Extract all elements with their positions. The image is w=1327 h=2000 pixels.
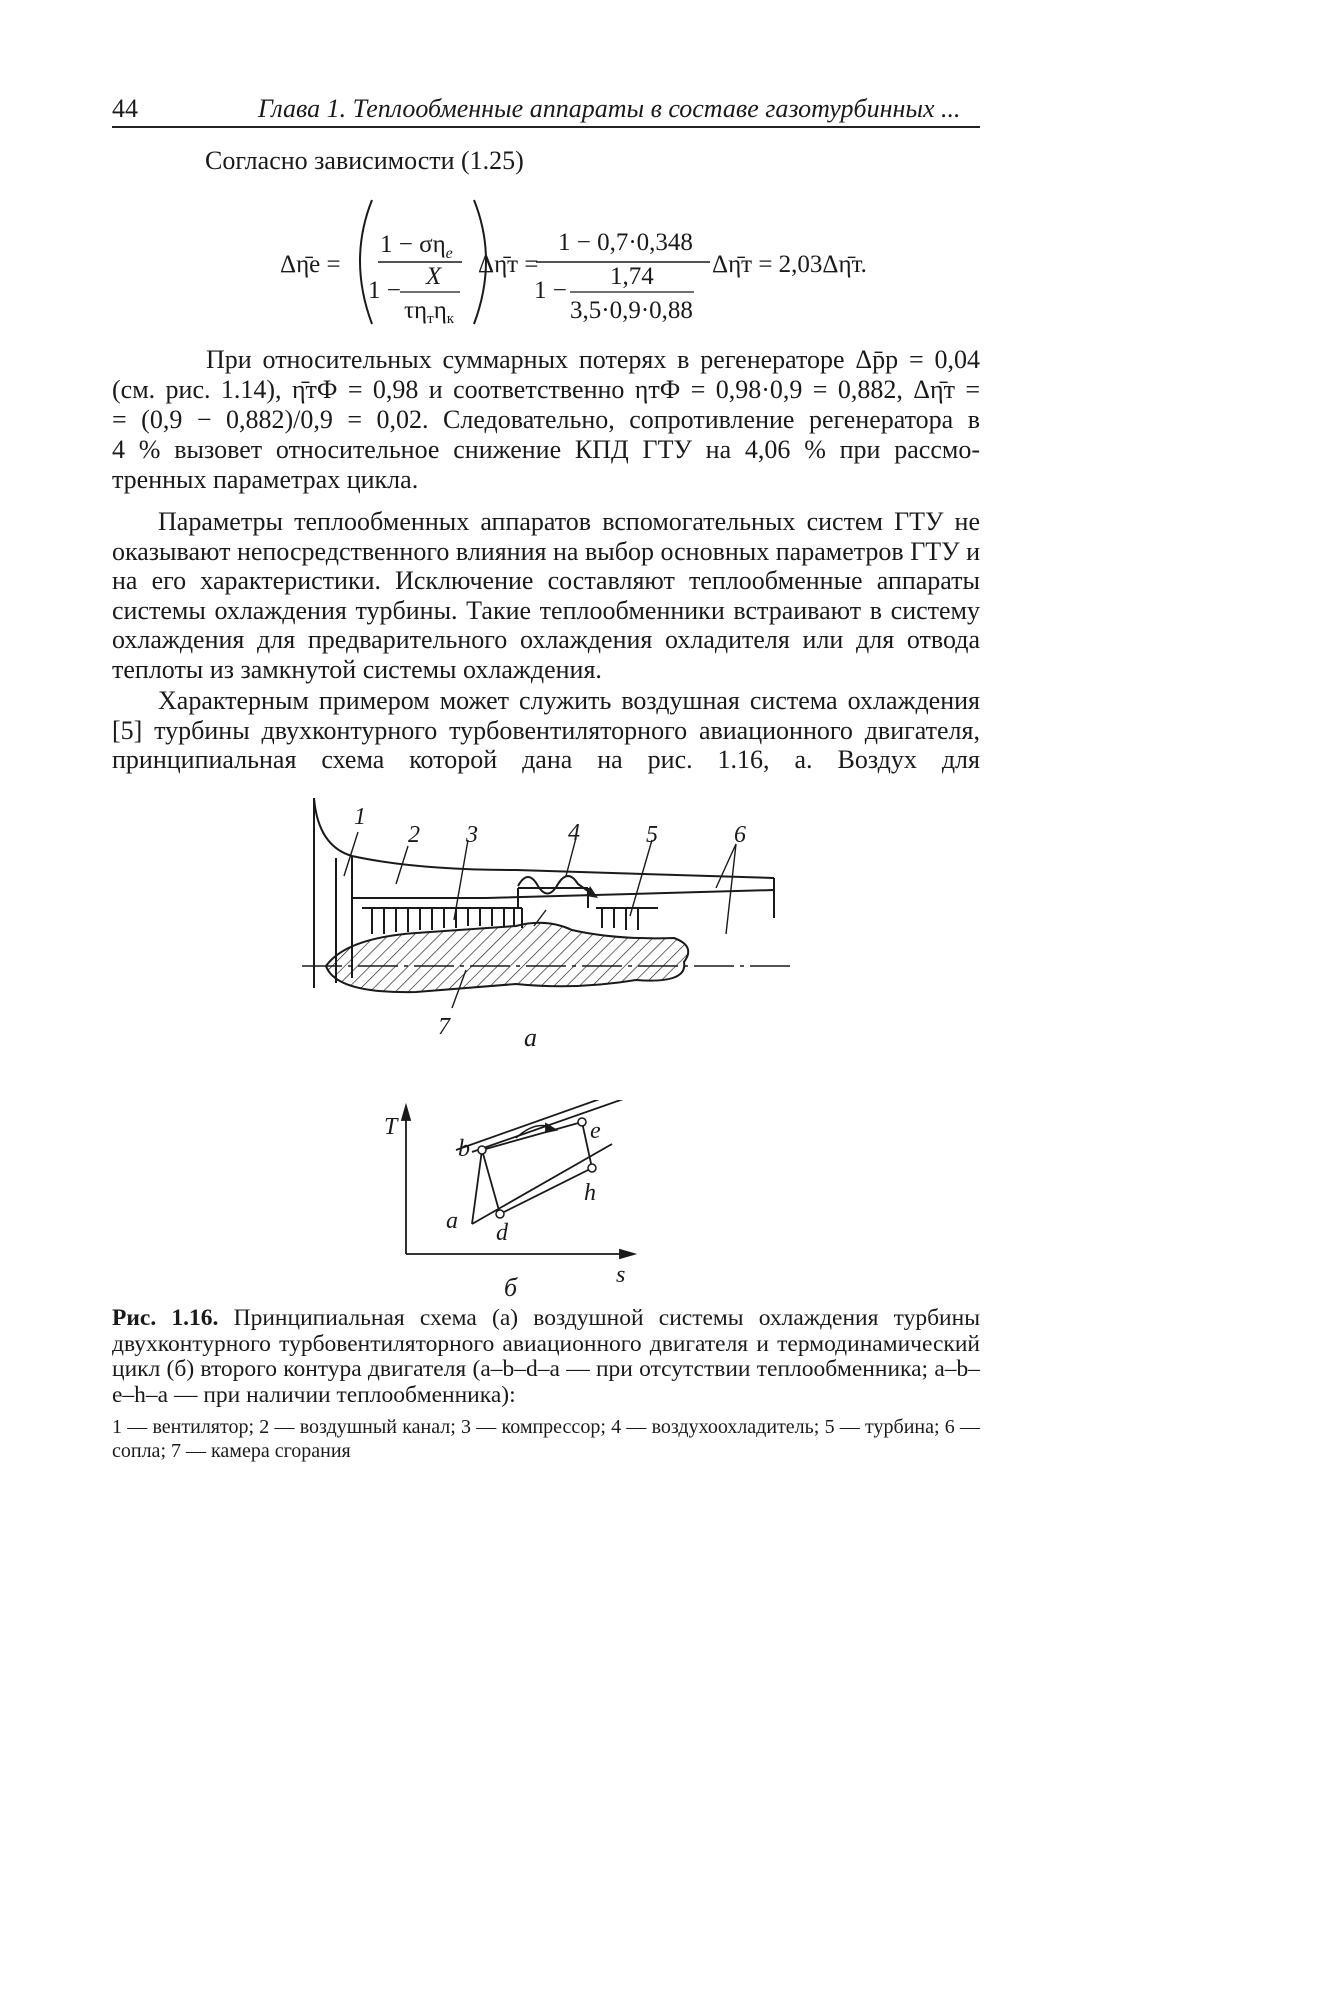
- paragraph-2: Параметры теплообменных аппаратов вспомогательных систем ГТУ не оказывают непосредственного влияния на выбор основных параметров ГТУ и на его характеристики. Исключение составляют теплообменные аппараты системы охлаждения турбины. Такие теплообменники встраивают в систему охлаждения для предварительного охлаждения охладителя или для отвода теплоты из замкнутой системы охлаждения.: [112, 507, 980, 684]
- figure-b-ts-diagram: [376, 1100, 656, 1300]
- point-e-label: e: [590, 1118, 601, 1144]
- label-1: 1: [354, 804, 366, 830]
- label-3: 3: [466, 822, 478, 848]
- svg-text:3,5·0,9·0,88: 3,5·0,9·0,88: [570, 297, 693, 324]
- svg-text:1,74: 1,74: [610, 263, 654, 290]
- figure-legend: 1 — вентилятор; 2 — воздушный канал; 3 — компрессор; 4 — воздухоохладитель; 5 — турбина; 6 — сопла; 7 — камера сгорания: [112, 1416, 980, 1462]
- formula-den-one: 1 −: [368, 277, 401, 304]
- paragraph-1-line-4: 4 % вызовет относительное снижение КПД ГТУ на 4,06 % при рассмо-: [112, 435, 980, 464]
- point-d-label: d: [496, 1220, 508, 1246]
- formula-num: 1 − ση: [380, 231, 446, 258]
- label-4: 4: [568, 820, 580, 846]
- axis-s-label: s: [616, 1262, 626, 1288]
- paragraph-1-line-3: = (0,9 − 0,882)/0,9 = 0,02. Следовательно, сопротивление регенератора в: [112, 405, 980, 434]
- point-a-label: a: [446, 1208, 458, 1234]
- formula-rnum: 1 − 0,7·0,348: [558, 229, 693, 256]
- label-5: 5: [646, 822, 658, 848]
- combustion-chamber-core: [326, 923, 688, 992]
- header-rule: [112, 126, 980, 128]
- formula-mult: Δη̄т =: [478, 251, 539, 278]
- label-7: 7: [438, 1014, 450, 1040]
- intro-line: Согласно зависимости (1.25): [205, 146, 524, 175]
- point-h: [588, 1164, 596, 1172]
- axis-t-label: T: [384, 1114, 398, 1140]
- paragraph-1-line-2: (см. рис. 1.14), η̄тФ = 0,98 и соответственно ηтФ = 0,98·0,9 = 0,882, Δη̄т =: [112, 375, 980, 404]
- inlet-lip: [314, 798, 352, 856]
- figure-a-engine-scheme: [296, 798, 806, 1058]
- figure-b-letter: б: [504, 1273, 518, 1300]
- formula-block: [280, 188, 880, 338]
- paragraph-1-line-1: При относительных суммарных потерях в регенераторе Δp̄p = 0,04: [206, 345, 980, 374]
- formula-den-x: X: [426, 263, 442, 290]
- caption-text: Принципиальная схема (а) воздушной системы охлаждения турбины двухконтурного турбовентиляторного авиационного двигателя и термодинамический цикл (б) второго контура двигателя (а–b–d–а — при отсутствии теплообменника; а–b–е–h–а — при наличии теплообменника):: [112, 1305, 980, 1408]
- cooler-wave: [518, 876, 592, 894]
- isobar-high: [472, 1100, 632, 1152]
- page-number: 44: [112, 94, 138, 123]
- figure-caption: [112, 1306, 980, 1408]
- formula-result: Δη̄т = 2,03Δη̄т.: [712, 251, 867, 278]
- svg-text:1 −: 1 −: [534, 277, 567, 304]
- formula-lhs: Δη̄e =: [280, 251, 341, 278]
- outer-casing: [352, 856, 774, 878]
- label-2: 2: [408, 822, 420, 848]
- point-h-label: h: [584, 1180, 596, 1206]
- point-d: [496, 1210, 504, 1218]
- label-6: 6: [734, 822, 746, 848]
- caption-label: Рис. 1.16.: [112, 1305, 219, 1331]
- figure-a-letter: а: [524, 1023, 537, 1052]
- paragraph-3: Характерным примером может служить воздушная система охлаждения [5] турбины двухконтурного турбовентиляторного авиационного двигателя, принципиальная схема которой дана на рис. 1.16, а. Воздух для: [112, 686, 980, 774]
- point-e: [578, 1118, 586, 1126]
- svg-text:τηтηк: $\tau\eta_т\eta_к$: [404, 297, 455, 327]
- running-title: Глава 1. Теплообменные аппараты в составе газотурбинных ...: [258, 94, 961, 123]
- point-b-label: b: [458, 1136, 470, 1162]
- paragraph-1-line-5: тренных параметрах цикла.: [112, 465, 419, 494]
- point-b: [478, 1146, 486, 1154]
- svg-text:1 − σηe: $1 - \sigma\eta_e$: [380, 231, 453, 262]
